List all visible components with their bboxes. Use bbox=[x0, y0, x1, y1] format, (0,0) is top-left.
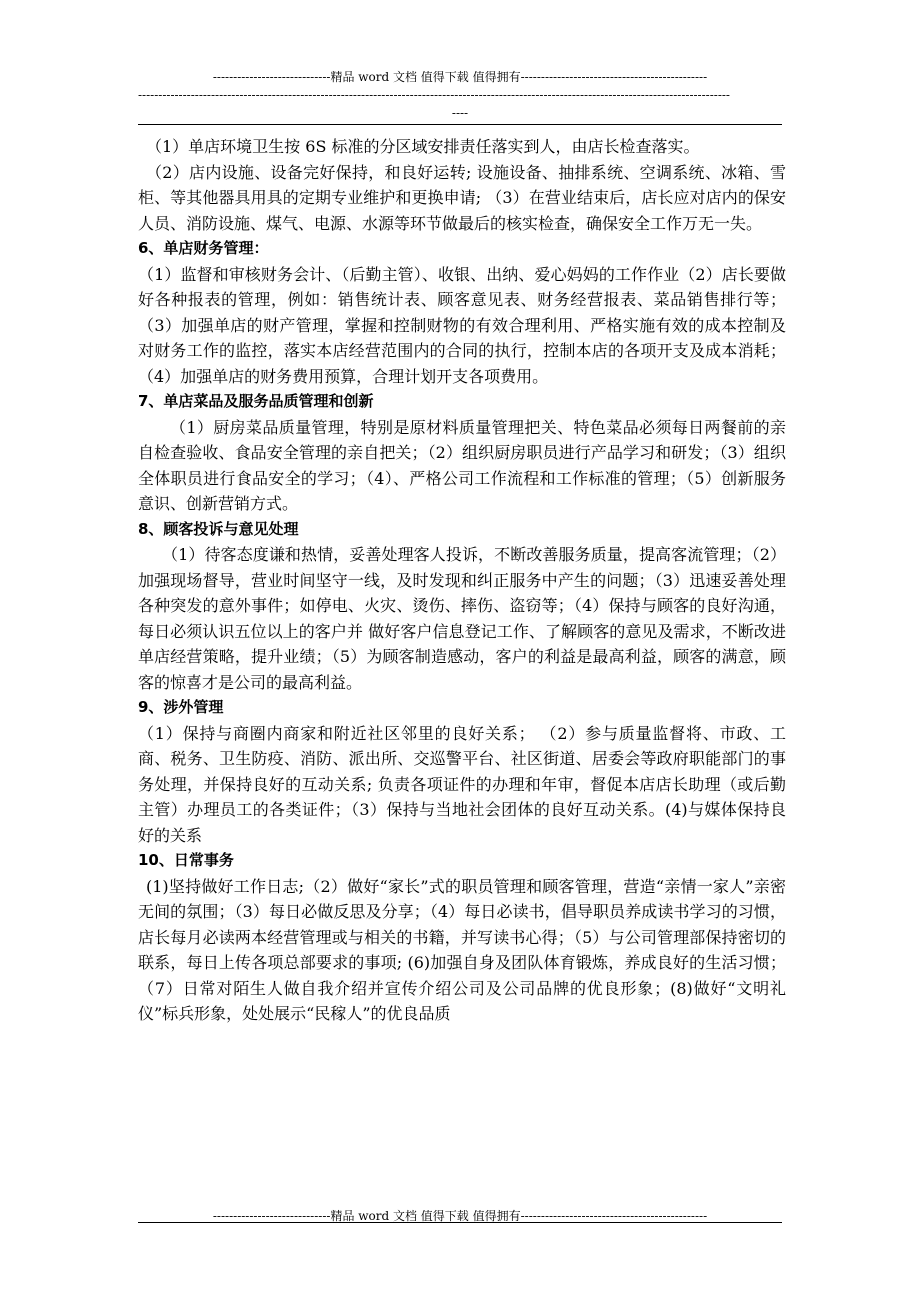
paragraph-quality: （1）厨房菜品质量管理，特别是原材料质量管理把关、特色菜品必须每日两餐前的亲自检查验收、食品安全管理的亲自把关；（2）组织厨房职员进行产品学习和研发；（3）组织全体职员进行食品安全的学习；（4）、严格公司工作流程和工作标准的管理；（5）创新服务意识、创新营销方式。 bbox=[138, 417, 786, 513]
page-header-dashes-tail: ---- bbox=[451, 106, 469, 120]
paragraph-external: （1）保持与商圈内商家和附近社区邻里的良好关系； （2）参与质量监督将、市政、工商、税务、卫生防疫、消防、派出所、交巡警平台、社区街道、居委会等政府职能部门的事务处理，并保持良好的互动关系; 负责各项证件的办理和年审，督促本店店长助理（或后勤主管）办理员工的各类证件；（3）保持与当地社会团体的良好互动关系。(4)与媒体保持良好的关系 bbox=[138, 723, 786, 845]
paragraph-hygiene: （1）单店环境卫生按 6S 标准的分区域安排责任落实到人，由店长检查落实。 bbox=[146, 137, 700, 156]
section-heading-daily: 10、日常事务 bbox=[138, 851, 234, 869]
header-rule bbox=[138, 124, 782, 125]
page-header-text: -----------------------------精品 word 文档 值得下载 值得拥有---------------------------------------------- bbox=[212, 70, 708, 84]
section-heading-quality: 7、单店菜品及服务品质管理和创新 bbox=[138, 392, 374, 410]
page-footer-text: -----------------------------精品 word 文档 值得下载 值得拥有---------------------------------------------- bbox=[212, 1209, 708, 1223]
section-heading-complaints: 8、顾客投诉与意见处理 bbox=[138, 519, 299, 538]
paragraph-complaints: （1）待客态度谦和热情，妥善处理客人投诉，不断改善服务质量，提高客流管理；（2）加强现场督导，营业时间坚守一线，及时发现和纠正服务中产生的问题；（3）迅速妥善处理各种突发的意外事件；如停电、火灾、烫伤、摔伤、盗窃等；（4）保持与顾客的良好沟通，每日必须认识五位以上的客户并 做好客户信息登记工作、了解顾客的意见及需求，不断改进单店经营策略，提升业绩；（5）为顾客制造感动，客户的利益是最高利益，顾客的满意，顾客的惊喜才是公司的最高利益。 bbox=[138, 545, 786, 692]
footer-rule bbox=[138, 1222, 782, 1223]
paragraph-daily: (1)坚持做好工作日志;（2）做好“家长”式的职员管理和顾客管理，营造“亲情一家人”亲密无间的氛围；（3）每日必做反思及分享；（4）每日必读书，倡导职员养成读书学习的习惯，店长每月必读两本经营管理或与相关的书籍，并写读书心得；（5）与公司管理部保持密切的联系，每日上传各项总部要求的事项; (6)加强自身及团队体育锻炼，养成良好的生活习惯；（7）日常对陌生人做自我介绍并宣传介绍公司及公司品牌的优良形象；(8)做好“文明礼仪”标兵形象，处处展示“民稼人”的优良品质 bbox=[138, 876, 786, 1023]
section-heading-finance: 6、单店财务管理： bbox=[138, 239, 269, 257]
paragraph-finance: （1）监督和审核财务会计、（后勤主管）、收银、出纳、爱心妈妈的工作作业（2）店长要做好各种报表的管理，例如：销售统计表、顾客意见表、财务经营报表、菜品销售排行等； （3）加强单店的财产管理，掌握和控制财物的有效合理利用、严格实施有效的成本控制及对财务工作的监控，落实本店经营范围内的合同的执行，控制本店的各项开支及成本消耗；（4）加强单店的财务费用预算，合理计划开支各项费用。 bbox=[138, 264, 786, 386]
paragraph-facilities: （2）店内设施、设备完好保持，和良好运转; 设施设备、抽排系统、空调系统、冰箱、雪柜、等其他器具用具的定期专业维护和更换申请; （3）在营业结束后，店长应对店内的保安人员、消防设施、煤气、电源、水源等环节做最后的核实检查，确保安全工作万无一失。 bbox=[138, 162, 786, 233]
section-heading-external: 9、涉外管理 bbox=[138, 698, 224, 716]
document-body bbox=[138, 134, 786, 1027]
page-header-dashes: -------------------------------------------------------------------------------------------------------------------------------------------------- bbox=[138, 88, 730, 102]
